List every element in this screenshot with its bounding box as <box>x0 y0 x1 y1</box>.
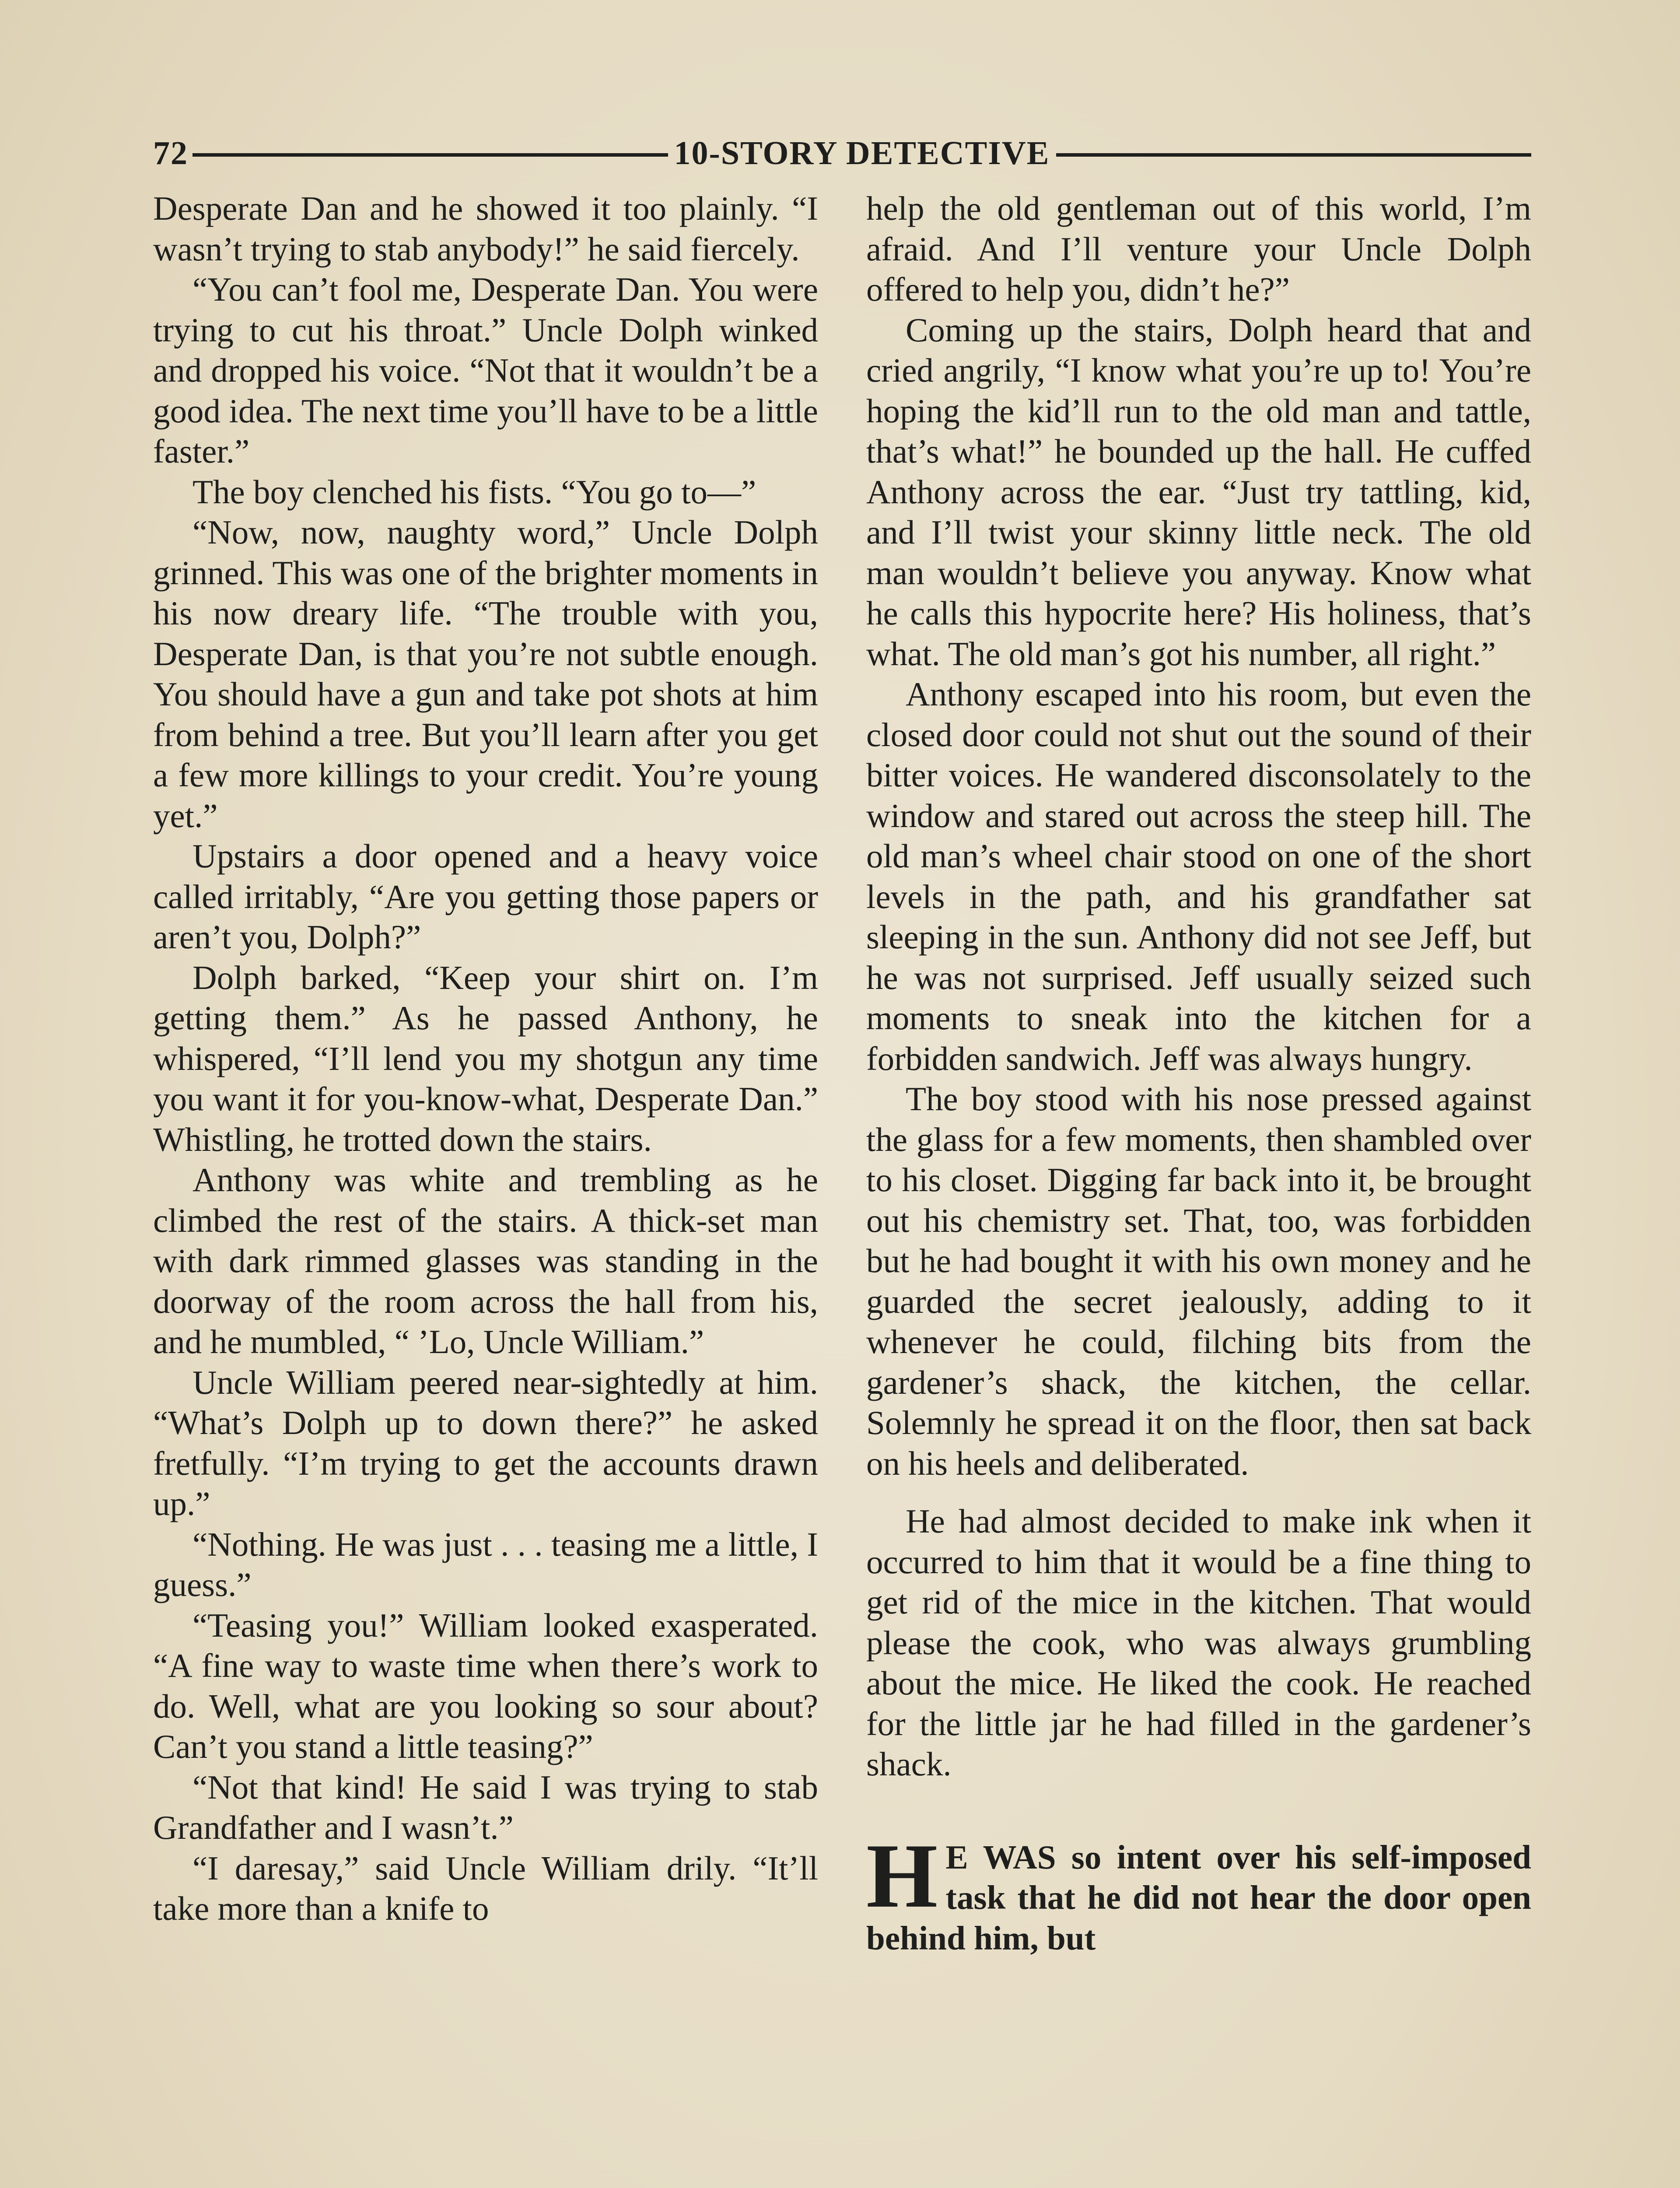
drop-cap: H <box>866 1825 938 1927</box>
paragraph: Dolph barked, “Keep your shirt on. I’m getting them.” As he passed Anthony, he whispered, “I’ll lend you my shotgun any time you want it for you-know-what, Desperate Dan.” Whistling, he trotted down the stairs. <box>153 958 818 1158</box>
paragraph: Desperate Dan and he showed it too plainly. “I wasn’t trying to stab anybody!” he said fiercely. <box>153 189 818 268</box>
paragraph: “You can’t fool me, Desperate Dan. You were trying to cut his throat.” Uncle Dolph winked and dropped his voice. “Not that it wouldn’t be a good idea. The next time you’ll have to be a little faster.” <box>153 270 818 470</box>
paragraph: “I daresay,” said Uncle William drily. “It’ll take more than a knife to <box>153 1849 818 1927</box>
paragraph: “Not that kind! He said I was trying to stab Grandfather and I wasn’t.” <box>153 1768 818 1846</box>
right-column <box>866 188 1531 1958</box>
closing-paragraph-text: E WAS so intent over his self-imposed task that he did not hear the door open behind him, but <box>866 1838 1531 1957</box>
left-column <box>153 188 818 1929</box>
magazine-title: 10-STORY DETECTIVE <box>674 134 1050 172</box>
paragraph: help the old gentleman out of this world, I’m afraid. And I’ll venture your Uncle Dolph offered to help you, didn’t he?” <box>866 189 1531 308</box>
paragraph: “Now, now, naughty word,” Uncle Dolph grinned. This was one of the brighter moments in his now dreary life. “The trouble with you, Desperate Dan, is that you’re not subtle enough. You should have a gun and take pot shots at him from behind a tree. But you’ll learn after you get a few more killings to your credit. You’re young yet.” <box>153 513 818 835</box>
running-header <box>153 127 1531 179</box>
paragraph: He had almost decided to make ink when it occurred to him that it would be a fine thing to get rid of the mice in the kitchen. That would please the cook, who was always grumbling about the mice. He liked the cook. He reached for the little jar he had filled in the gardener’s shack. <box>866 1502 1531 1783</box>
page-number: 72 <box>153 134 188 172</box>
paragraph: Anthony was white and trembling as he climbed the rest of the stairs. A thick-set man with dark rimmed glasses was standing in the doorway of the room across the hall from his, and he mumbled, “ ’Lo, Uncle William.” <box>153 1161 818 1360</box>
paragraph: Anthony escaped into his room, but even the closed door could not shut out the sound of their bitter voices. He wandered disconsolately to the window and stared out across the steep hill. The old man’s wheel chair stood on one of the short levels in the path, and his grandfather sat sleeping in the sun. Anthony did not see Jeff, but he was not surprised. Jeff usually seized such moments to sneak into the kitchen for a forbidden sandwich. Jeff was always hungry. <box>866 675 1531 1077</box>
paragraph: Upstairs a door opened and a heavy voice called irritably, “Are you getting those papers or aren’t you, Dolph?” <box>153 837 818 956</box>
closing-paragraph <box>866 1825 1531 1959</box>
paragraph: The boy stood with his nose pressed against the glass for a few moments, then shambled over to his closet. Digging far back into it, be brought out his chemistry set. That, too, was forbidden but he had bought it with his own money and he guarded the secret jealously, adding to it whenever he could, filching bits from the gardener’s shack, the kitchen, the cellar. Solemnly he spread it on the floor, then sat back on his heels and deliberated. <box>866 1080 1531 1482</box>
paragraph: “Nothing. He was just . . . teasing me a little, I guess.” <box>153 1525 818 1603</box>
header-rule-left <box>192 153 668 157</box>
header-rule-right <box>1056 153 1532 157</box>
paragraph: Uncle William peered near-sightedly at him. “What’s Dolph up to down there?” he asked fretfully. “I’m trying to get the accounts drawn up.” <box>153 1363 818 1522</box>
paragraph: Coming up the stairs, Dolph heard that and cried angrily, “I know what you’re up to! You’re hoping the kid’ll run to the old man and tattle, that’s what!” he bounded up the hall. He cuffed Anthony across the ear. “Just try tattling, kid, and I’ll twist your skinny little neck. The old man wouldn’t believe you anyway. Know what he calls this hypocrite here? His holiness, that’s what. The old man’s got his number, all right.” <box>866 311 1531 673</box>
paragraph: The boy clenched his fists. “You go to—” <box>192 473 756 511</box>
paragraph: “Teasing you!” William looked exasperated. “A fine way to waste time when there’s work to do. Well, what are you looking so sour about? Can’t you stand a little teasing?” <box>153 1606 818 1765</box>
